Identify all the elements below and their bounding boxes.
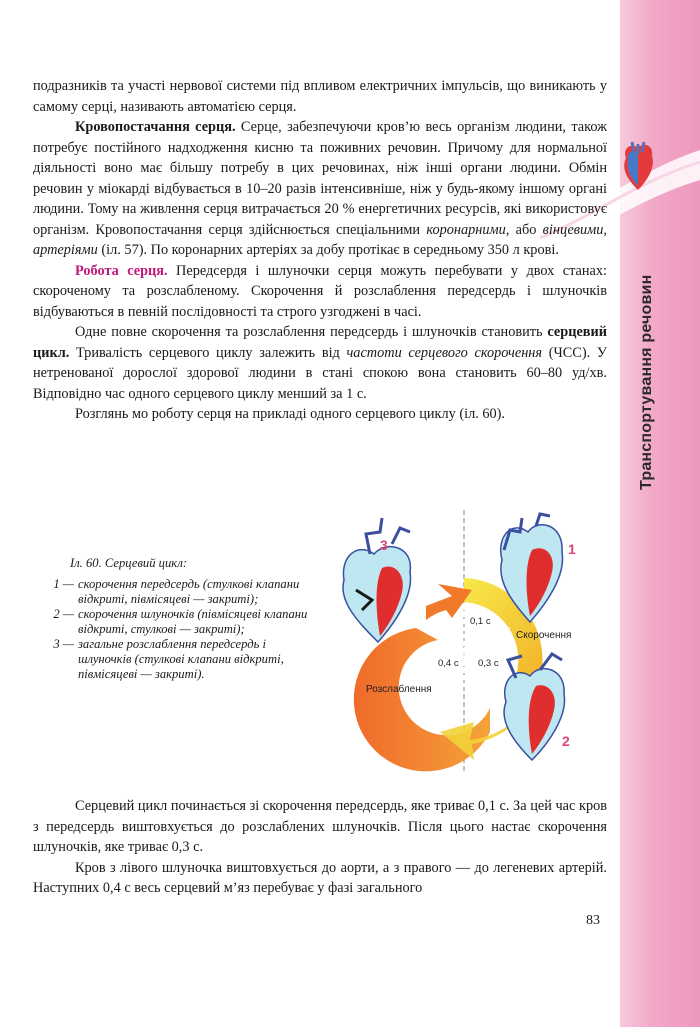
label-3: 3 bbox=[380, 537, 388, 553]
text-span: Передсердя і шлуночки серця можуть перебувати у двох станах: скороченому та розслабленому. Скорочення й розслаблення передсердь і шлуночків відбуваються в певній послідовності та строго узгоджені в часі. bbox=[33, 262, 607, 320]
term-arteries: вінцевими, артеріями bbox=[33, 221, 607, 258]
cardiac-cycle-figure bbox=[340, 510, 600, 780]
label-1: 1 bbox=[568, 541, 576, 557]
caption-num: 1 — bbox=[53, 577, 74, 591]
caption-text: скорочення передсердь (стулкові клапани відкриті, півмісяцеві — закриті); bbox=[78, 577, 300, 606]
heading-heart-work: Робота серця. bbox=[75, 262, 168, 279]
term-cardiac-cycle: серцевий цикл. bbox=[33, 324, 607, 361]
text-span: , або bbox=[505, 221, 543, 238]
label-0-1s: 0,1 с bbox=[470, 616, 491, 627]
figure-caption bbox=[52, 556, 312, 682]
term-coronary: коронарними bbox=[426, 221, 506, 238]
heart-3-icon bbox=[343, 518, 411, 642]
caption-item bbox=[52, 637, 312, 682]
text-column-bottom bbox=[33, 796, 607, 899]
label-2: 2 bbox=[562, 733, 570, 749]
term-heart-rate: частоти серцевого скорочення bbox=[346, 344, 543, 361]
text-span: Тривалість серцевого циклу залежить від bbox=[69, 344, 347, 361]
paragraph-blood-supply bbox=[33, 117, 607, 261]
caption-item bbox=[52, 607, 312, 637]
text-column-top bbox=[33, 76, 607, 425]
text-span: (ЧСС). У нетренованої дорослої здорової людини в стані спокою вона становить 60–80 уд/хв. Відповідно час одного серцевого циклу менший за 1 с. bbox=[33, 344, 607, 402]
caption-text: загальне розслаблення передсердь і шлуночків (стулкові клапани відкриті, півмісяцеві — закриті). bbox=[78, 637, 284, 681]
caption-num: 2 — bbox=[53, 607, 74, 621]
paragraph-blood-flow: Кров з лівого шлуночка виштовхується до аорти, а з правого — до легеневих артерій. Наступних 0,4 с весь серцевий м’яз перебуває у фазі загального bbox=[33, 859, 607, 896]
section-title: Транспортування речовин bbox=[638, 274, 655, 490]
paragraph-cycle-start: Серцевий цикл починається зі скорочення передсердь, яке триває 0,1 с. За цей час кров з передсердь виштовхується до розслаблених шлуночків. Після цього настає скорочення шлуночків, яке триває 0,3 с. bbox=[33, 798, 607, 855]
label-contraction: Скорочення bbox=[516, 630, 572, 641]
text-span: Одне повне скорочення та розслаблення передсердь і шлуночків становить bbox=[75, 324, 548, 340]
heading-blood-supply: Кровопостачання серця. bbox=[75, 119, 236, 135]
caption-item bbox=[52, 577, 312, 607]
paragraph-cycle bbox=[33, 322, 607, 404]
paragraph-1: подразників та участі нервової системи під впливом електричних імпульсів, що виникають у самому серці, називають автоматією серця. bbox=[33, 78, 607, 115]
caption-title: Іл. 60. Серцевий цикл: bbox=[70, 556, 188, 570]
text-span: Серце, забезпечуючи кров’ю весь організм людини, також потребує постійного надходження кисню та поживних речовин. Причому для нормальної діяльності воно має більшу потребу в цих речовинах, ніж інші органи людини. Обмін речовин у міокарді відбувається в 10–20 разів інтенсивніше, ніж у будь-якому іншому органі людини. Тому на живлення серця витрачається 20 % енергетичних ресурсів, які використовує організм. Кровопостачання серця здійснюється спеціальними bbox=[33, 119, 607, 238]
caption-text: скорочення шлуночків (півмісяцеві клапани відкриті, стулкові — закриті); bbox=[78, 607, 308, 636]
text-span: (іл. 57). По коронарних артеріях за добу протікає в середньому 350 л крові. bbox=[97, 242, 559, 258]
label-0-4s: 0,4 с bbox=[438, 658, 459, 669]
label-0-3s: 0,3 с bbox=[478, 658, 499, 669]
page-number: 83 bbox=[586, 913, 600, 928]
heart-thumbnail-icon bbox=[616, 138, 666, 194]
paragraph-heart-work bbox=[33, 261, 607, 323]
label-relaxation: Розслаблення bbox=[366, 684, 432, 695]
paragraph-example: Розглянь мо роботу серця на прикладі одного серцевого циклу (іл. 60). bbox=[75, 406, 505, 422]
caption-num: 3 — bbox=[53, 637, 74, 651]
